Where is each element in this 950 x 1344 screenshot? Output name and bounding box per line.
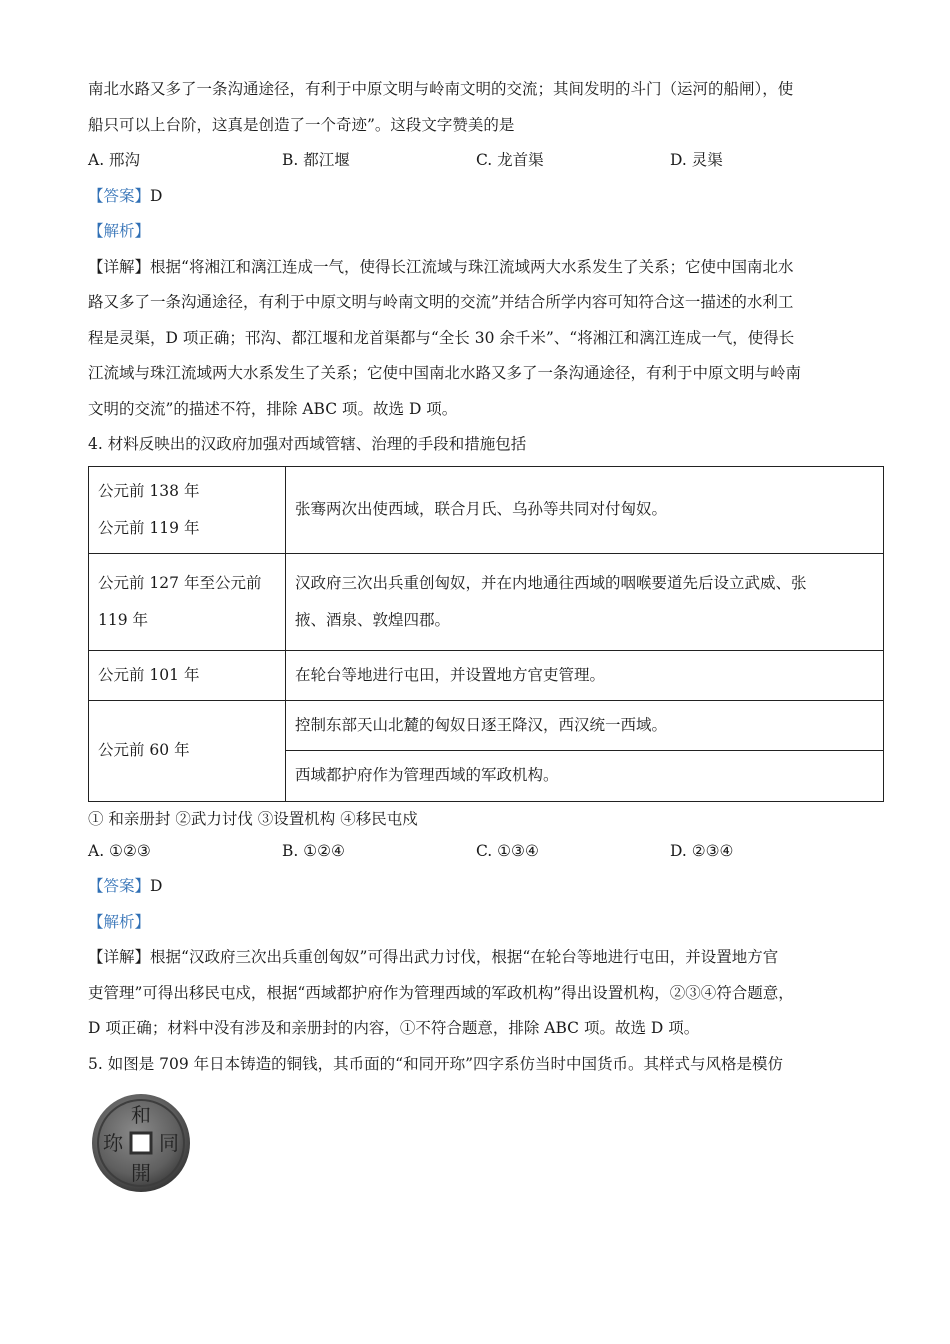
q4-options [88,834,864,870]
coin-square-hole [131,1133,151,1153]
table-row [89,650,884,700]
q3-detail-line-2: 路又多了一条沟通途径，有利于中原文明与岭南文明的交流”并结合所学内容可知符合这一描述的水利工 [88,293,794,311]
q4-option-b: B. ①②④ [282,841,345,860]
table-cell-time: 公元前 101 年 [89,650,286,700]
coin-char-left: 珎 [103,1131,123,1155]
q3-detail-line-4: 江流域与珠江流域两大水系发生了关系；它使中国南北水路又多了一条沟通途径，有利于中原文明与岭南 [88,364,802,382]
time-text: 公元前 119 年 [98,518,200,537]
time-text: 公元前 138 年 [98,481,200,500]
event-text: 掖、酒泉、敦煌四郡。 [295,610,451,629]
q3-stem-line-1: 南北水路又多了一条沟通途径，有利于中原文明与岭南文明的交流；其间发明的斗门（运河的船闸），使 [88,80,794,98]
q3-options [88,143,864,179]
q3-detail-line-1 [88,250,864,286]
table-row [89,466,884,553]
q3-detail-text-1: 根据“将湘江和漓江连成一气，使得长江流域与珠江流域两大水系发生了关系；它使中国南北水 [150,257,794,276]
q4-detail-line-1 [88,940,864,976]
q4-detail-tag: 【详解】 [88,948,151,966]
q3-answer-tag: 【答案】 [88,186,151,205]
table-cell-event [286,553,884,650]
q4-answer-value: D [150,877,163,895]
q4-option-a: A. ①②③ [88,841,151,860]
q3-option-d: D. 灵渠 [670,151,723,169]
table-cell-event: 在轮台等地进行屯田，并设置地方官吏管理。 [286,650,884,700]
coin-image [90,1092,192,1194]
q4-detail-line-3: D 项正确；材料中没有涉及和亲册封的内容，①不符合题意，排除 ABC 项。故选 D 项。 [88,1019,700,1037]
q4-answer-tag: 【答案】 [88,877,151,895]
table-row [89,700,884,750]
coin-char-right: 同 [159,1131,179,1155]
q4-stem: 4. 材料反映出的汉政府加强对西域管辖、治理的手段和措施包括 [88,435,527,453]
table-cell-event: 西域都护府作为管理西域的军政机构。 [286,750,884,801]
q3-option-b: B. 都江堰 [282,151,350,169]
q4-detail-line-2: 吏管理”可得出移民屯戍，根据“西域都护府作为管理西域的军政机构”得出设置机构，②③④符合题意， [88,983,794,1002]
q3-detail-line-5: 文明的交流”的描述不符，排除 ABC 项。故选 D 项。 [88,399,458,418]
q3-analysis-tag: 【解析】 [88,222,151,240]
time-text: 119 年 [98,610,149,629]
q5-stem: 5. 如图是 709 年日本铸造的铜钱，其币面的“和同开珎”四字系仿当时中国货币。其样式与风格是模仿 [88,1054,784,1073]
table-cell-event: 张骞两次出使西域，联合月氏、乌孙等共同对付匈奴。 [286,466,884,553]
table-row [89,553,884,650]
q3-detail-tag: 【详解】 [88,257,151,276]
table-cell-time [89,553,286,650]
q3-stem-line-2: 船只可以上台阶，这真是创造了一个奇迹”。这段文字赞美的是 [88,115,515,134]
table-cell-time [89,466,286,553]
table-cell-time: 公元前 60 年 [89,700,286,801]
q4-analysis-tag: 【解析】 [88,912,151,931]
event-text: 汉政府三次出兵重创匈奴，并在内地通往西域的咽喉要道先后设立武威、张 [295,573,807,592]
q4-material-table [88,466,884,802]
q4-answer [88,869,864,905]
q4-choices: ① 和亲册封 ②武力讨伐 ③设置机构 ④移民屯戍 [88,809,418,828]
q4-detail-text-1: 根据“汉政府三次出兵重创匈奴”可得出武力讨伐，根据“在轮台等地进行屯田，并设置地方官 [150,948,779,966]
q4-option-d: D. ②③④ [670,841,734,860]
q3-option-a: A. 邢沟 [88,151,141,169]
q3-answer-value: D [150,186,163,205]
q3-option-c: C. 龙首渠 [476,151,544,169]
q3-answer [88,179,864,215]
q4-option-c: C. ①③④ [476,841,539,860]
table-cell-event: 控制东部天山北麓的匈奴日逐王降汉，西汉统一西域。 [286,700,884,750]
document-page [88,72,864,1082]
coin-char-bottom: 開 [131,1161,151,1185]
coin-char-top: 和 [131,1103,151,1127]
q3-detail-line-3: 程是灵渠，D 项正确；邗沟、都江堰和龙首渠都与“全长 30 余千米”、“将湘江和漓江连成一气，使得长 [88,328,795,347]
time-text: 公元前 127 年至公元前 [98,573,262,592]
